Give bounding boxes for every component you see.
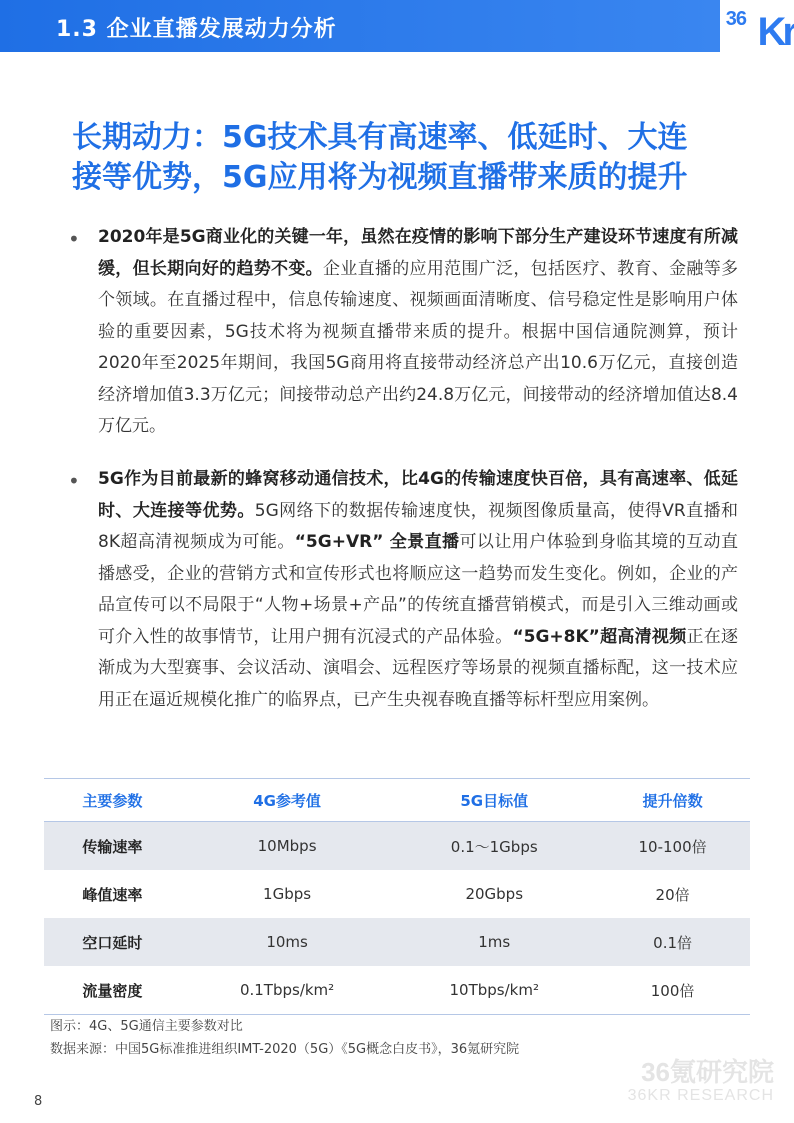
header-bar xyxy=(0,0,720,52)
table-cell: 流量密度 xyxy=(82,981,143,1000)
table-cell: 空口延时 xyxy=(82,933,143,952)
page-title xyxy=(72,118,732,198)
table-cell: 0.1倍 xyxy=(653,933,693,952)
table-header-cell: 5G目标值 xyxy=(460,791,529,810)
paragraph-2-bold-1: 5G作为目前最新的蜂窝移动通信技术，比4G的传输速度快百倍，具有高速率、低延时、大连接等优势。 xyxy=(98,469,738,521)
table-cell: 0.1～1Gbps xyxy=(450,837,538,856)
section-title: 1.3 企业直播发展动力分析 xyxy=(56,17,337,42)
parameter-comparison-table xyxy=(44,778,750,1015)
page-number: 8 xyxy=(34,1094,43,1109)
paragraph-2-bold-2: “5G+VR” 全景直播 xyxy=(294,532,460,552)
paragraph-2-text-2: 可以让用户体验到身临其境的互动直播感受，企业的营销方式和宣传形式也将顺应这一趋势而发生变化。例如，企业的产品宣传可以不局限于“人物+场景+产品”的传统直播营销模式，而是引入三维动画或可介入性的故事情节，让用户拥有沉浸式的产品体验。 xyxy=(98,532,738,647)
table-cell: 10-100倍 xyxy=(638,837,707,856)
table-cell: 1ms xyxy=(478,933,511,951)
table-header-cell: 主要参数 xyxy=(82,791,143,810)
table-cell: 传输速率 xyxy=(82,837,143,856)
paragraph-5g-advantages xyxy=(98,464,738,716)
paragraph-5g-commercialization xyxy=(98,222,738,443)
table-cell: 100倍 xyxy=(650,981,695,1000)
bullet-icon: • xyxy=(68,469,80,493)
paragraph-1-bold: 2020年是5G商业化的关键一年，虽然在疫情的影响下部分生产建设环节速度有所减缓，但长期向好的趋势不变。 xyxy=(98,227,738,279)
figure-caption: 图示：4G、5G通信主要参数对比 xyxy=(50,1019,243,1034)
page-title-line-1: 长期动力：5G技术具有高速率、低延时、大连 xyxy=(72,120,688,155)
logo-kr-text: Kr xyxy=(757,10,794,54)
table-cell: 10ms xyxy=(266,933,308,951)
table-row xyxy=(44,822,750,871)
table-cell: 10Tbps/km² xyxy=(449,981,539,999)
watermark-line-1: 36氪研究院 xyxy=(641,1057,774,1087)
table-header-cell: 提升倍数 xyxy=(642,791,703,810)
data-source: 数据来源：中国5G标准推进组织IMT-2020（5G）《5G概念白皮书》，36氪研究院 xyxy=(50,1042,520,1057)
table-cell: 峰值速率 xyxy=(82,885,143,904)
brand-logo xyxy=(698,2,794,52)
paragraph-2-text-1: 5G网络下的数据传输速度快，视频图像质量高，使得VR直播和8K超高清视频成为可能。 xyxy=(98,500,738,552)
table-cell: 0.1Tbps/km² xyxy=(239,981,335,999)
table-cell: 20Gbps xyxy=(465,885,524,903)
table-cell: 10Mbps xyxy=(257,837,317,855)
table-row xyxy=(44,870,750,918)
paragraph-2-bold-3: “5G+8K”超高清视频 xyxy=(512,626,687,647)
table-cell: 1Gbps xyxy=(263,885,312,903)
paragraph-2-text-3: 正在逐渐成为大型赛事、会议活动、演唱会、远程医疗等场景的视频直播标配，这一技术应用正在逼近规模化推广的临界点，已产生央视春晚直播等标杆型应用案例。 xyxy=(98,626,739,710)
research-watermark xyxy=(628,1058,774,1106)
bullet-icon: • xyxy=(68,227,80,251)
table-header-row xyxy=(44,779,750,822)
paragraph-1-text: 企业直播的应用范围广泛，包括医疗、教育、金融等多个领域。在直播过程中，信息传输速度、视频画面清晰度、信号稳定性是影响用户体验的重要因素，5G技术将为视频直播带来质的提升。根据中国信通院测算，预计2020年至2025年期间，我国5G商用将直接带动经济总产出10.6万亿元，直接创造经济增加值3.3万亿元；间接带动总产出约24.8万亿元，间接带动的经济增加值达8.4万亿元。 xyxy=(98,258,739,436)
page-title-line-2: 接等优势，5G应用将为视频直播带来质的提升 xyxy=(72,160,688,195)
table-cell: 20倍 xyxy=(655,885,690,904)
table-row xyxy=(44,966,750,1015)
logo-36-text: 36 xyxy=(725,8,746,30)
table-header-cell: 4G参考值 xyxy=(253,791,321,810)
watermark-line-2: 36KR RESEARCH xyxy=(627,1087,774,1104)
table-row xyxy=(44,918,750,966)
